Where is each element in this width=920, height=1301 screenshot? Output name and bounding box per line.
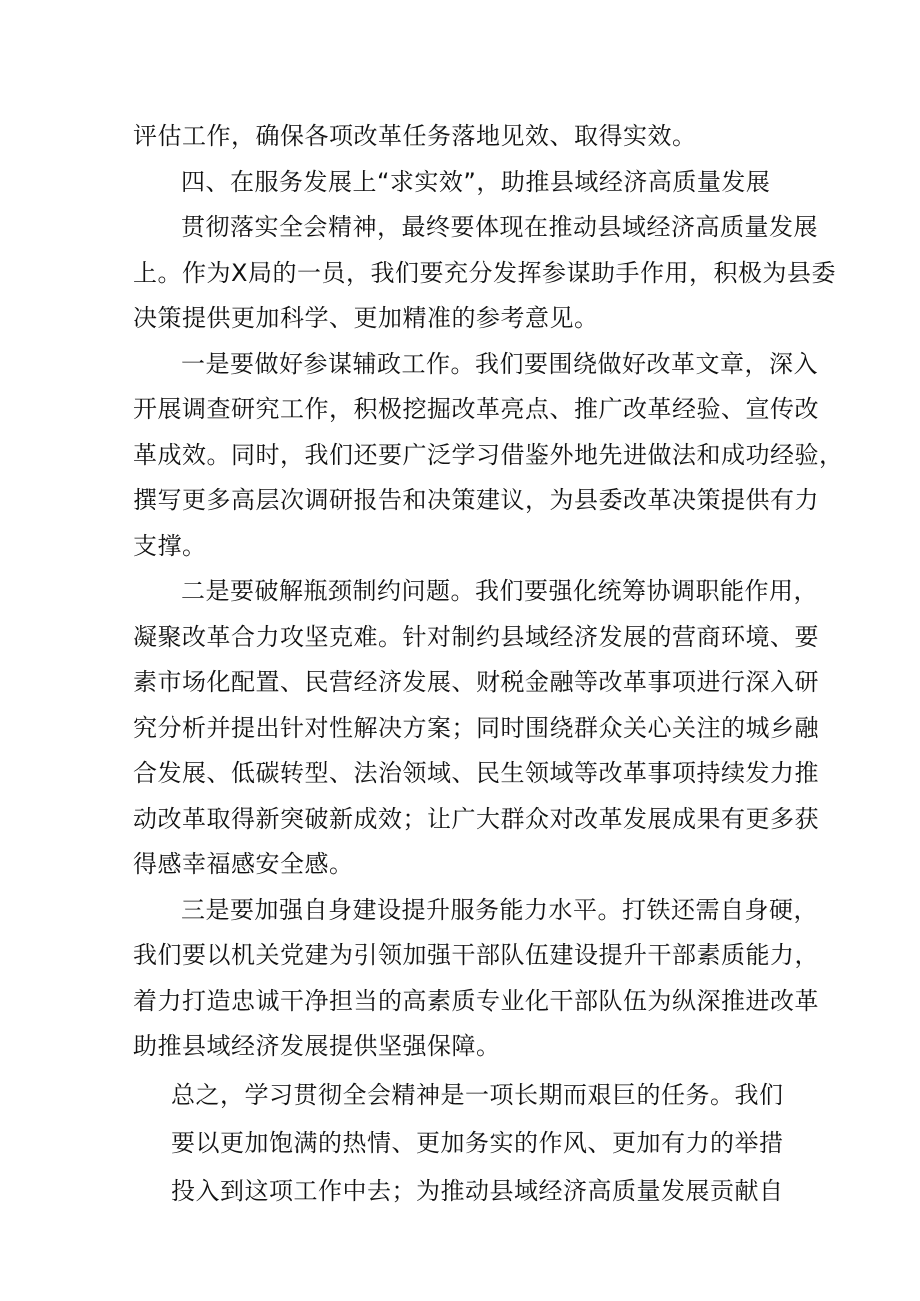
- text-line: 上。作为X局的一员，我们要充分发挥参谋助手作用，积极为县委: [133, 259, 836, 287]
- text-line: 撰写更多高层次调研报告和决策建议，为县委改革决策提供有力: [133, 486, 819, 514]
- text-line: 得感幸福感安全感。: [133, 850, 354, 878]
- text-line: 决策提供更加科学、更加精准的参考意见。: [133, 304, 599, 332]
- text-line: 三是要加强自身建设提升服务能力水平。打铁还需自身硬，: [181, 896, 818, 924]
- text-line: 着力打造忠诚干净担当的高素质专业化干部队伍为纵深推进改革: [133, 987, 819, 1015]
- text-line: 投入到这项工作中去；为推动县域经济高质量发展贡献自: [171, 1177, 784, 1205]
- section-heading: 四、在服务发展上“求实效”，助推县域经济高质量发展: [181, 168, 771, 196]
- text-line: 动改革取得新突破新成效；让广大群众对改革发展成果有更多获: [133, 805, 819, 833]
- text-line: 合发展、低碳转型、法治领域、民生领域等改革事项持续发力推: [133, 759, 819, 787]
- text-line: 我们要以机关党建为引领加强干部队伍建设提升干部素质能力，: [133, 941, 819, 969]
- text-line: 贯彻落实全会精神，最终要体现在推动县域经济高质量发展: [181, 213, 818, 241]
- text-line: 助推县域经济发展提供坚强保障。: [133, 1032, 501, 1060]
- text-line: 支撑。: [133, 532, 207, 560]
- text-line: 素市场化配置、民营经济发展、财税金融等改革事项进行深入研: [133, 668, 819, 696]
- text-line: 二是要破解瓶颈制约问题。我们要强化统筹协调职能作用，: [181, 577, 818, 605]
- text-line: 究分析并提出针对性解决方案；同时围绕群众关心关注的城乡融: [133, 714, 819, 742]
- text-line: 一是要做好参谋辅政工作。我们要围绕做好改革文章，深入: [181, 350, 818, 378]
- text-line: 评估工作，确保各项改革任务落地见效、取得实效。: [133, 122, 697, 150]
- text-line: 要以更加饱满的热情、更加务实的作风、更加有力的举措: [171, 1129, 784, 1157]
- text-line: 凝聚改革合力攻坚克难。针对制约县域经济发展的营商环境、要: [133, 623, 819, 651]
- text-line: 革成效。同时，我们还要广泛学习借鉴外地先进做法和成功经验，: [133, 441, 844, 469]
- text-line: 总之，学习贯彻全会精神是一项长期而艰巨的任务。我们: [171, 1081, 784, 1109]
- text-line: 开展调查研究工作，积极挖掘改革亮点、推广改革经验、宣传改: [133, 395, 819, 423]
